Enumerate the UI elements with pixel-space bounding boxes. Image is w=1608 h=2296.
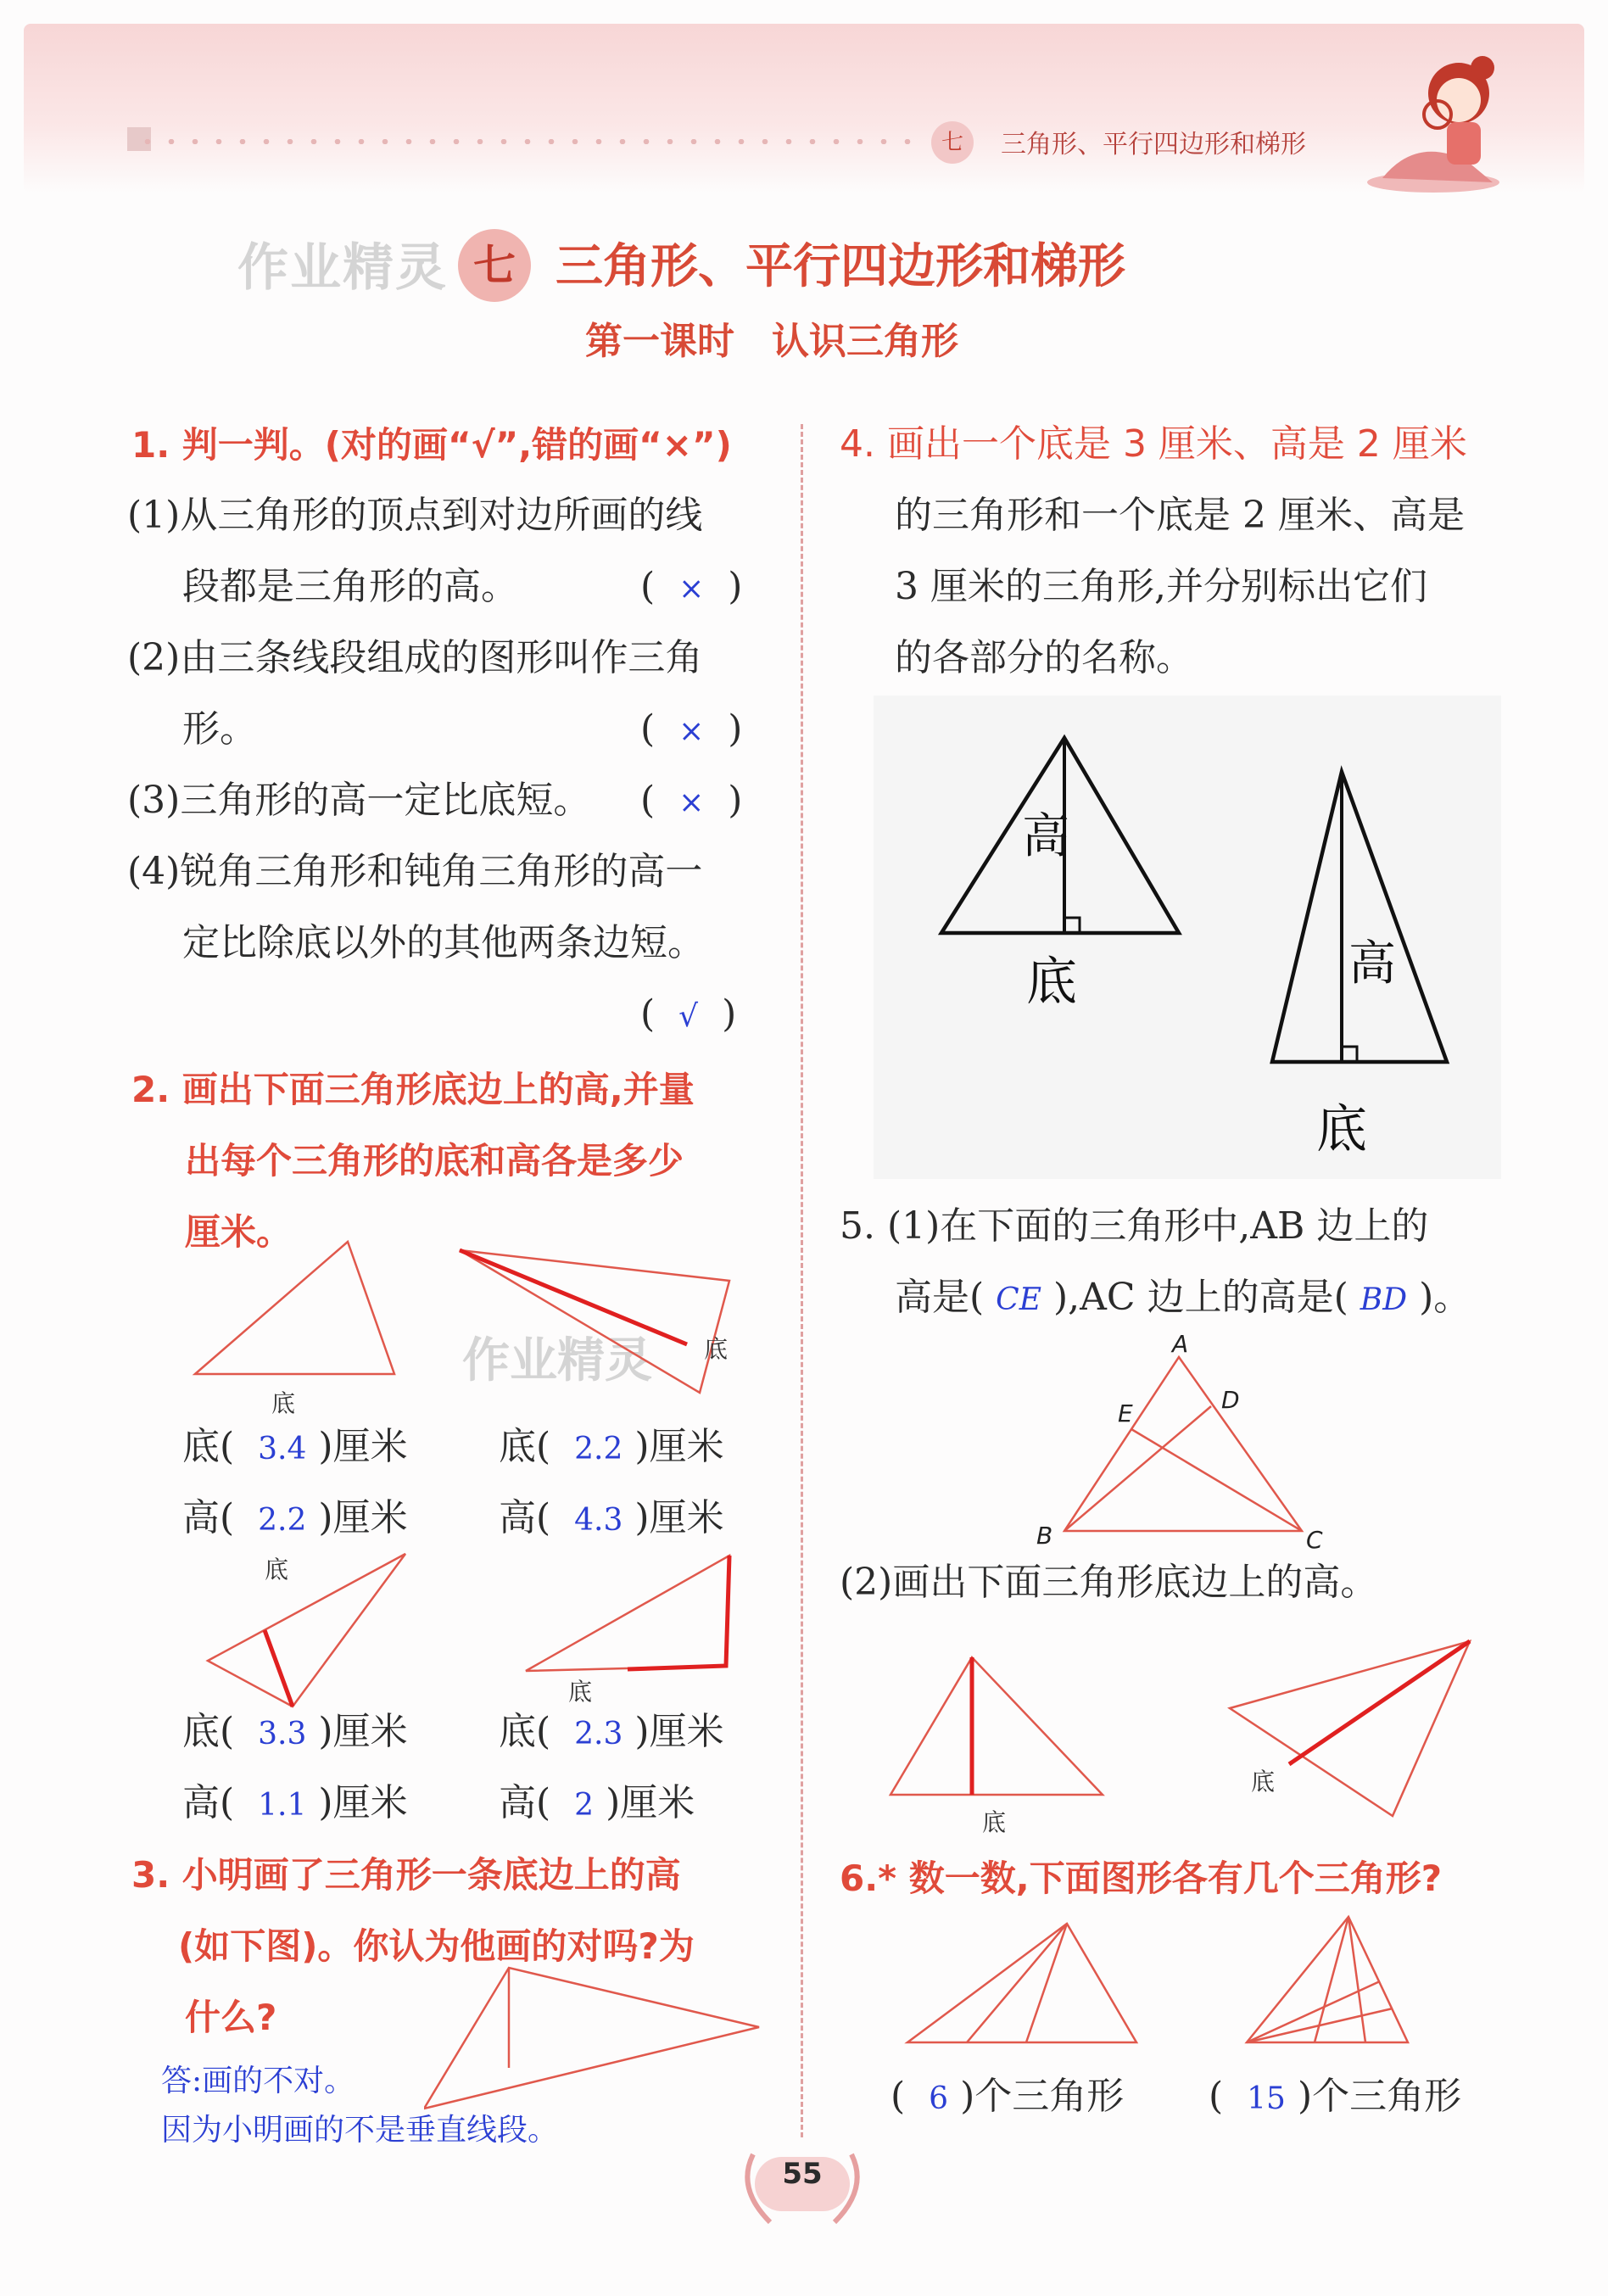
- q2-base-label-4: 底: [568, 1678, 593, 1706]
- q5-line1: 5. (1)在下面的三角形中,AB 边上的: [840, 1204, 1429, 1248]
- q2-heading-line3: 厘米。: [185, 1211, 293, 1253]
- q6-open-paren: (: [1209, 2075, 1224, 2118]
- q2-figures-top: [170, 1230, 763, 1425]
- watermark: 作业精灵: [462, 1333, 652, 1388]
- q1-item3-line1: (3)三角形的高一定比底短。: [127, 779, 591, 822]
- q1-item1-line2: 段都是三角形的高。: [182, 565, 518, 608]
- q2-unit-suffix: )厘米: [318, 1425, 408, 1468]
- q2-unit-suffix: )厘米: [318, 1496, 408, 1539]
- q4-label-base-1: 底: [1026, 952, 1077, 1012]
- q2-fig3-height-answer: 1.1: [258, 1788, 307, 1823]
- q2-fig4-height-answer: 2: [574, 1788, 595, 1823]
- q6-suffix: )个三角形: [960, 2075, 1125, 2118]
- q2-base-label-2: 底: [704, 1335, 729, 1363]
- q2-fig4-base-row: [499, 1696, 724, 1768]
- q2-height-line-4: [628, 1556, 729, 1669]
- q6-open-paren: (: [891, 2075, 906, 2118]
- q2-base-label-1: 底: [271, 1389, 296, 1417]
- q1-item4-answer: √: [678, 999, 699, 1034]
- q5-altitude-bd: [1064, 1406, 1211, 1531]
- q1-item4-answer-box: ( √ ): [640, 992, 737, 1036]
- q1-item1-answer: ×: [678, 572, 705, 606]
- q2-fig1-height-answer: 2.2: [258, 1503, 307, 1538]
- q3-figure: [424, 1959, 772, 2120]
- q5-triangle-abc: [1064, 1357, 1302, 1531]
- q2-base-label-3: 底: [265, 1556, 289, 1584]
- q2-triangle-1: [195, 1242, 394, 1374]
- q1-item1-answer-box: ( × ): [640, 565, 743, 608]
- q2-figures-bottom: [170, 1544, 763, 1713]
- q1-item3-answer-box: ( × ): [640, 779, 743, 822]
- q2-fig2-base-answer: 2.2: [574, 1432, 623, 1466]
- q2-base-prefix: 底(: [182, 1425, 235, 1468]
- header-chapter-title: 三角形、平行四边形和梯形: [1001, 130, 1306, 159]
- watermark: 作业精灵: [237, 238, 448, 298]
- q4-figure: [874, 696, 1501, 1179]
- decor-dots: [136, 139, 916, 144]
- q2-base-prefix: 底(: [182, 1710, 235, 1753]
- q3-answer-line2: 因为小明画的不是垂直线段。: [161, 2113, 559, 2148]
- q2-height-prefix: 高(: [182, 1496, 235, 1539]
- q2-fig1-base-answer: 3.4: [258, 1432, 307, 1466]
- q1-item3-answer: ×: [678, 785, 705, 820]
- q6-answer-1: 6: [929, 2081, 949, 2116]
- q1-item1-line1: (1)从三角形的顶点到对边所画的线: [127, 494, 703, 537]
- q2-unit-suffix: )厘米: [318, 1710, 408, 1753]
- q6-figure-2-segment: [1247, 2008, 1393, 2042]
- q3-heading-line3: 什么?: [185, 1997, 277, 2038]
- q5-line2: [895, 1262, 1471, 1333]
- q4-line2: 的三角形和一个底是 2 厘米、高是: [895, 494, 1465, 537]
- q5-base-label-left: 底: [982, 1808, 1007, 1836]
- girl-reading-illustration: [1365, 34, 1535, 195]
- q2-fig2-base-row: [499, 1411, 724, 1483]
- q5-point-a: A: [1172, 1332, 1189, 1358]
- q2-triangle-3: [208, 1554, 405, 1707]
- q2-heading-line1: 2. 画出下面三角形底边上的高,并量: [131, 1069, 695, 1110]
- q3-heading-line1: 3. 小明画了三角形一条底边上的高: [131, 1854, 681, 1896]
- header-chapter-badge: 七: [931, 121, 974, 164]
- q4-figure-bg: [874, 696, 1501, 1179]
- q2-base-prefix: 底(: [499, 1425, 551, 1468]
- q4-label-height-1: 高: [1022, 809, 1069, 864]
- q5-point-c: C: [1306, 1526, 1323, 1552]
- q4-label-height-2: 高: [1348, 936, 1396, 992]
- q1-item2-answer: ×: [678, 714, 705, 749]
- q2-base-prefix: 底(: [499, 1710, 551, 1753]
- q2-height-line-3: [265, 1630, 293, 1707]
- q4-line4: 的各部分的名称。: [895, 636, 1193, 679]
- q5-text-c: )。: [1419, 1276, 1471, 1319]
- q2-fig1-base-row: [182, 1411, 408, 1483]
- q2-height-line-2: [460, 1250, 687, 1344]
- q6-figure-2-segment: [1247, 1981, 1380, 2042]
- q3-heading-line2: (如下图)。你认为他画的对吗?为: [178, 1925, 695, 1967]
- q2-triangle-2: [460, 1250, 729, 1393]
- q5-triangle-left: [891, 1657, 1103, 1795]
- q5-part2: (2)画出下面三角形底边上的高。: [840, 1561, 1378, 1604]
- q6-heading: 6.* 数一数,下面图形各有几个三角形?: [840, 1857, 1443, 1899]
- q5-point-d: D: [1221, 1386, 1240, 1414]
- q6-figure-1: [907, 1924, 1136, 2042]
- column-divider: [801, 424, 803, 2137]
- q2-fig4-base-answer: 2.3: [574, 1717, 623, 1751]
- q5-answer-ac: BD: [1360, 1282, 1408, 1317]
- q2-fig4-height-row: [499, 1768, 695, 1839]
- q5-text-a: 高是(: [895, 1276, 985, 1319]
- q2-height-prefix: 高(: [499, 1496, 551, 1539]
- q5-altitude-ce: [1131, 1429, 1302, 1531]
- q2-fig2-height-answer: 4.3: [574, 1503, 623, 1538]
- q6-answer-row-1: [891, 2061, 1124, 2132]
- q3-triangle: [424, 1968, 759, 2109]
- q5-base-label-right: 底: [1251, 1768, 1276, 1796]
- q4-line3: 3 厘米的三角形,并分别标出它们: [895, 565, 1427, 608]
- lesson-title: 第一课时 认识三角形: [585, 320, 958, 363]
- q4-line1: [840, 409, 1467, 480]
- q5-point-b: B: [1036, 1522, 1053, 1550]
- q5-point-e: E: [1118, 1399, 1133, 1427]
- q2-height-prefix: 高(: [499, 1781, 551, 1824]
- page-number: 55: [755, 2157, 850, 2211]
- q6-figure-1-segment: [967, 1924, 1067, 2042]
- chapter-title: 三角形、平行四边形和梯形: [556, 239, 1125, 294]
- q6-figure-1-segment: [1026, 1924, 1067, 2042]
- header-band: [24, 24, 1584, 193]
- q5-figures-part2: [874, 1612, 1518, 1849]
- q6-figures: [891, 1908, 1501, 2061]
- q2-triangle-4: [526, 1556, 729, 1671]
- q2-fig3-height-row: [182, 1768, 408, 1839]
- q2-unit-suffix: )厘米: [634, 1710, 724, 1753]
- q5-answer-ab: CE: [996, 1282, 1041, 1317]
- q2-unit-suffix: )厘米: [634, 1425, 724, 1468]
- q6-answer-row-2: [1209, 2061, 1461, 2132]
- q1-heading: 1. 判一判。(对的画“√”,错的画“×”): [131, 424, 732, 466]
- q1-item2-line1: (2)由三条线段组成的图形叫作三角: [127, 636, 703, 679]
- q1-item4-line1: (4)锐角三角形和钝角三角形的高一: [127, 850, 703, 893]
- q1-item2-answer-box: ( × ): [640, 707, 743, 751]
- q2-unit-suffix: )厘米: [318, 1781, 408, 1824]
- q5-figure-abc: [1018, 1332, 1357, 1552]
- q4-text: 4. 画出一个底是 3 厘米、高是 2 厘米: [840, 422, 1467, 466]
- q2-fig3-base-row: [182, 1696, 408, 1768]
- chapter-badge: 七: [458, 229, 531, 302]
- q2-heading-line2: 出每个三角形的底和高各是多少: [185, 1140, 684, 1182]
- q5-text-b: ),AC 边上的高是(: [1053, 1276, 1348, 1319]
- q6-answer-2: 15: [1247, 2081, 1286, 2116]
- q2-unit-suffix: )厘米: [606, 1781, 695, 1824]
- q2-fig3-base-answer: 3.3: [258, 1717, 307, 1751]
- q4-label-base-2: 底: [1316, 1100, 1367, 1159]
- q1-item2-line2: 形。: [182, 707, 257, 751]
- q2-height-prefix: 高(: [182, 1781, 235, 1824]
- q6-suffix: )个三角形: [1297, 2075, 1462, 2118]
- q3-answer-line1: 答:画的不对。: [161, 2064, 355, 2098]
- q1-item4-line2: 定比除底以外的其他两条边短。: [182, 921, 705, 964]
- q2-unit-suffix: )厘米: [634, 1496, 724, 1539]
